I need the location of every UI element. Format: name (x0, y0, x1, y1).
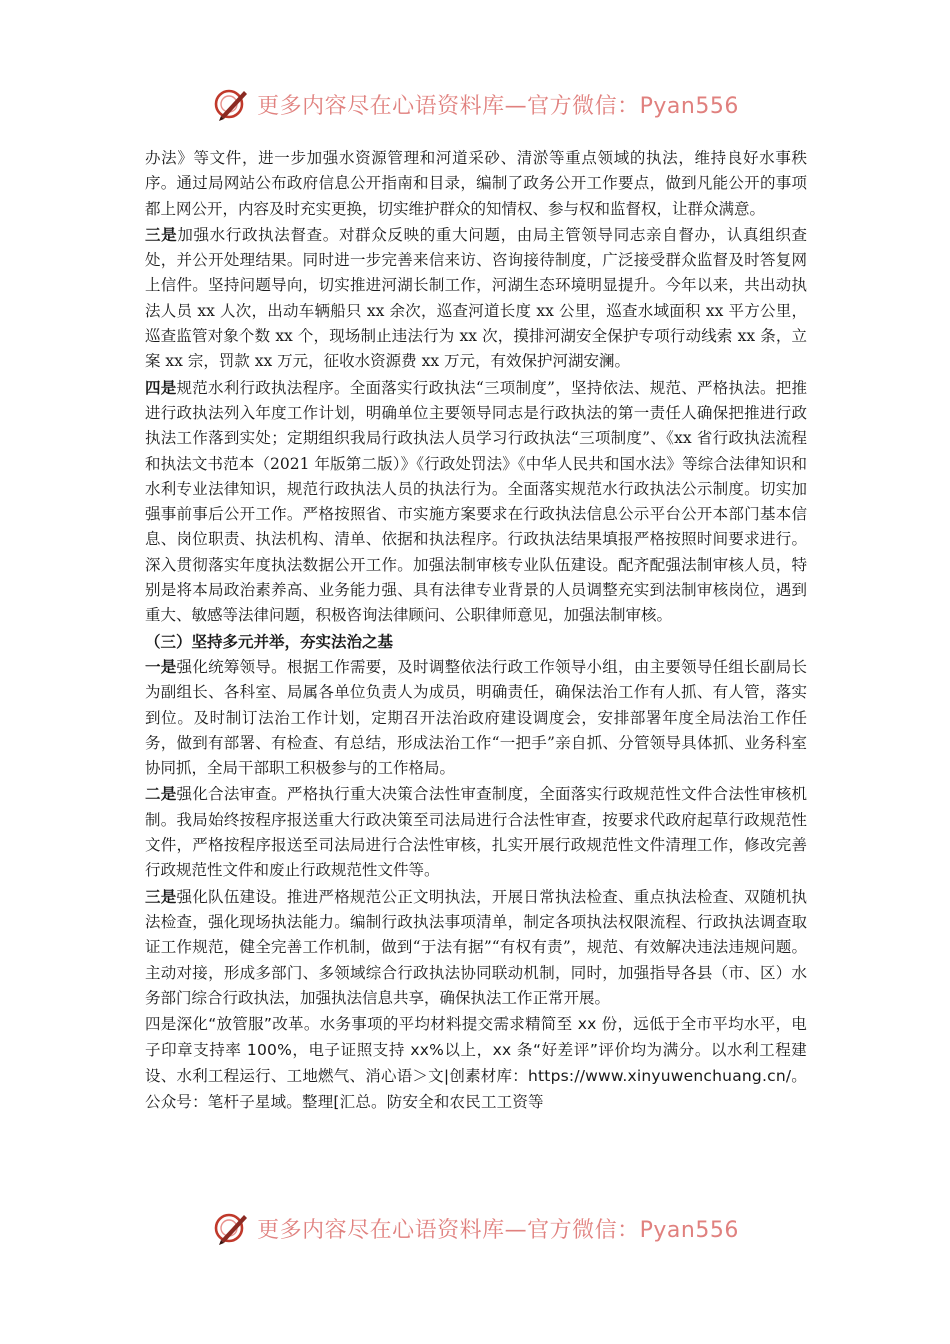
paragraph-text: 强化合法审查。严格执行重大决策合法性审查制度，全面落实行政规范性文件合法性审核机制。我局始终按程序报送重大行政决策至司法局进行合法性审查，按要求代政府起草行政规范性文件，严格按程序报送至司法局进行合法性审核，扎实开展行政规范性文件清理工作，修改完善行政规范性文件和废止行政规范性文件等。 (145, 785, 807, 880)
watermark-text: 更多内容尽在心语资料库—官方微信：Pyan556 (257, 1217, 739, 1243)
paragraph-text: 规范水利行政执法程序。全面落实行政执法“三项制度”，坚持依法、规范、严格执法。把推进行政执法列入年度工作计划，明确单位主要领导同志是行政执法的第一责任人确保把推进行政执法工作落到实处；定期组织我局行政执法人员学习行政执法“三项制度”、《xx 省行政执法流程和执法文书范本（2021 年版第二版）》《行政处罚法》《中华人民共和国水法》等综合法律知识和水利专业法律知识，规范行政执法人员的执法行为。全面落实规范水行政执法公示制度。切实加强事前事后公开工作。严格按照省、市实施方案要求在行政执法信息公示平台公开本部门基本信息、岗位职责、执法机构、清单、依据和执法程序。行政执法结果填报严格按照时间要求进行。深入贯彻落实年度执法数据公开工作。加强法制审核专业队伍建设。配齐配强法制审核人员，特别是将本局政治素养高、业务能力强、具有法律专业背景的人员调整充实到法制审核岗位，遇到重大、敏感等法律问题，积极咨询法律顾问、公职律师意见，加强法制审核。 (145, 378, 807, 625)
pen-circle-logo-icon (211, 1208, 251, 1248)
paragraph (145, 884, 807, 1011)
footer-watermark-banner (0, 1206, 950, 1250)
paragraph-sans: 四是深化“放管服”改革。水务事项的平均材料提交需求精简至 xx 份，远低于全市平均水平，电子印章支持率 100%，电子证照支持 xx%以上，xx 条“好差评”评价均为满分。以水利工程建设、水利工程运行、工地燃气、消心语＞文|创素材库：https://www.xinyuwenchuang.cn/。公众号：笔杆子星域。整理[汇总。防安全和农民工工资等 (145, 1015, 807, 1112)
paragraph-lead: 四是 (145, 377, 177, 397)
paragraph (145, 222, 807, 375)
paragraph (145, 654, 807, 781)
paragraph-lead: 一是 (145, 656, 177, 676)
paragraph-text: 强化队伍建设。推进严格规范公正文明执法，开展日常执法检查、重点执法检查、双随机执法检查，强化现场执法能力。编制行政执法事项清单，制定各项执法权限流程、行政执法调查取证工作规范，健全完善工作机制，做到“于法有据”“有权有责”，规范、有效解决违法违规问题。主动对接，形成多部门、多领域综合行政执法协同联动机制，同时，加强指导各县（市、区）水务部门综合行政执法，加强执法信息共享，确保执法工作正常开展。 (145, 887, 807, 1007)
paragraph-text: 加强水行政执法督查。对群众反映的重大问题，由局主管领导同志亲自督办，认真组织查处，并公开处理结果。同时进一步完善来信来访、咨询接待制度，广泛接受群众监督及时答复网上信件。坚持问题导向，切实推进河湖长制工作，河湖生态环境明显提升。今年以来，共出动执法人员 xx 人次，出动车辆船只 xx 余次，巡查河道长度 xx 公里，巡查水域面积 xx 平方公里，巡查监管对象个数 xx 个，现场制止违法行为 xx 次，摸排河湖安全保护专项行动线索 xx 条，立案 xx 宗，罚款 xx 万元，征收水资源费 xx 万元，有效保护河湖安澜。 (145, 225, 807, 371)
paragraph: 办法》等文件，进一步加强水资源管理和河道采砂、清淤等重点领域的执法，维持良好水事秩序。通过局网站公布政府信息公开指南和目录，编制了政务公开工作要点，做到凡能公开的事项都上网公开，内容及时充实更换，切实维护群众的知情权、参与权和监督权，让群众满意。 (145, 149, 807, 218)
paragraph-text: 强化统筹领导。根据工作需要，及时调整依法行政工作领导小组，由主要领导任组长副局长为副组长、各科室、局属各单位负责人为成员，明确责任，确保法治工作有人抓、有人管，落实到位。及时制订法治工作计划，定期召开法治政府建设调度会，安排部署年度全局法治工作任务，做到有部署、有检查、有总结，形成法治工作“一把手”亲自抓、分管领导具体抓、业务科室协同抓，全局干部职工积极参与的工作格局。 (145, 657, 807, 778)
header-watermark-banner (0, 82, 950, 126)
paragraph (145, 781, 807, 883)
pen-circle-logo-icon (211, 84, 251, 124)
paragraph-lead: 三是 (145, 886, 177, 906)
document-body (145, 146, 807, 1115)
paragraph (145, 375, 807, 629)
watermark-text: 更多内容尽在心语资料库—官方微信：Pyan556 (257, 93, 739, 119)
paragraph-lead: 三是 (145, 224, 178, 244)
paragraph-lead: 二是 (145, 784, 177, 804)
section-heading: （三）坚持多元并举，夯实法治之基 (145, 631, 394, 651)
